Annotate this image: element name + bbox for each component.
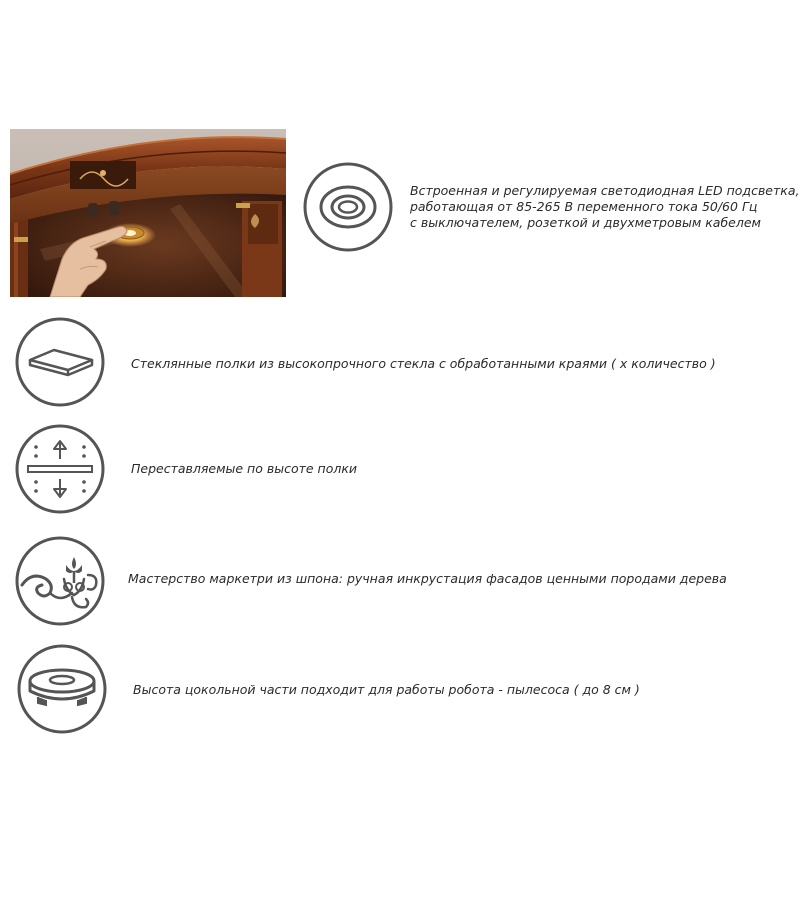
marquetry-ornament-icon bbox=[14, 535, 106, 627]
glass-shelf-icon bbox=[14, 316, 106, 408]
feature-line: с выключателем, розеткой и двухметровым кабелем bbox=[410, 215, 761, 230]
feature-text-glass-shelves bbox=[131, 356, 716, 372]
robot-vacuum-icon bbox=[16, 643, 108, 735]
feature-line: Мастерство маркетри из шпона: ручная инкрустация фасадов ценными породами дерева bbox=[128, 571, 727, 586]
feature-line: Переставляемые по высоте полки bbox=[131, 461, 358, 476]
led-light-icon bbox=[302, 161, 394, 253]
feature-line: Стеклянные полки из высокопрочного стекла с обработанными краями ( х количество ) bbox=[131, 356, 716, 371]
adjustable-shelf-icon bbox=[14, 423, 106, 515]
cabinet-led-photo bbox=[10, 129, 286, 297]
feature-line: Высота цокольной части подходит для работы робота - пылесоса ( до 8 см ) bbox=[133, 682, 640, 697]
feature-text-adjustable-shelves bbox=[131, 461, 357, 477]
feature-text-marquetry bbox=[128, 571, 727, 587]
feature-text-led bbox=[410, 183, 799, 231]
feature-text-robot-vacuum bbox=[133, 682, 640, 698]
feature-line: Встроенная и регулируемая светодиодная LED подсветка, bbox=[410, 183, 800, 198]
feature-line: работающая от 85-265 В переменного тока 50/60 Гц bbox=[410, 199, 758, 214]
